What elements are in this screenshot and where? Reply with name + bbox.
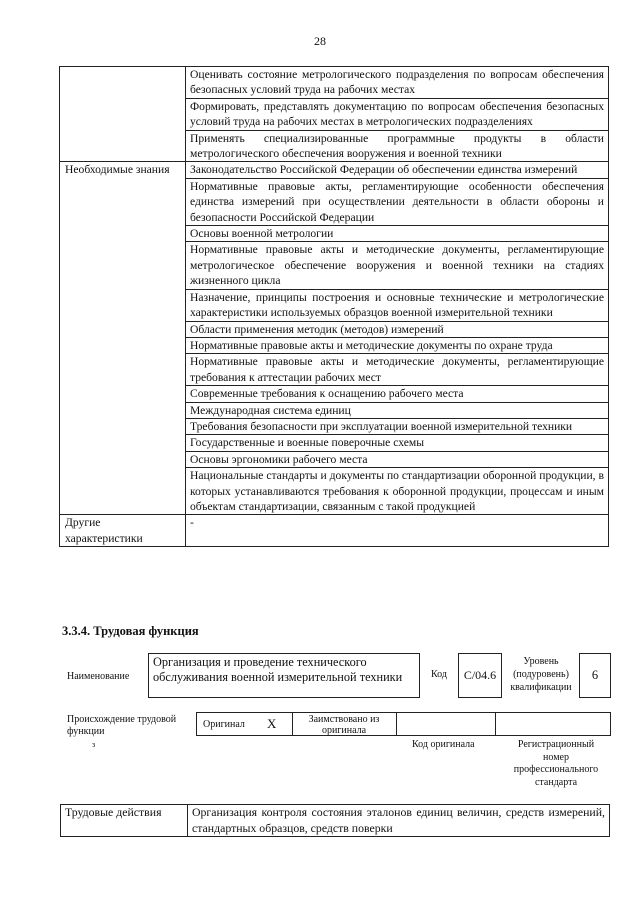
regnum-caption: Регистрационный номер профессионального стандарта — [513, 739, 599, 788]
divider — [495, 713, 496, 735]
borrowed-label: Заимствовано из оригинала — [308, 714, 380, 736]
footnote-mark: з — [92, 740, 96, 749]
skill-item: Формировать, представлять документацию по вопросам обеспечения безопасных условий труда на рабочих местах в метрологических подразделениях — [186, 98, 609, 130]
code-caption: Код оригинала — [412, 739, 475, 750]
skill-item: Применять специализированные программные продукты в области метрологического обеспечения вооружения и военной техники — [186, 130, 609, 162]
row-label — [60, 67, 186, 162]
function-name-box: Организация и проведение технического обслуживания военной измерительной техники — [148, 653, 420, 698]
row-label-other: Другие характеристики — [60, 515, 186, 547]
table-row — [61, 805, 610, 837]
knowledge-item: Национальные стандарты и документы по стандартизации оборонной продукции, в которых устанавливаются требования к оборонной продукции, процессам и иным объектам стандартизации, связанным с такой продукцией — [186, 468, 609, 515]
skills-knowledge-table — [59, 66, 609, 547]
level-value-box: 6 — [579, 653, 611, 698]
knowledge-item: Нормативные правовые акты и методические документы по охране труда — [186, 337, 609, 353]
table-row — [60, 162, 609, 178]
knowledge-item: Основы военной метрологии — [186, 226, 609, 242]
knowledge-item: Области применения методик (методов) измерений — [186, 321, 609, 337]
table-row — [60, 515, 609, 547]
level-label: Уровень (подуровень) квалификации — [510, 656, 572, 693]
name-label: Наименование — [67, 671, 130, 682]
table-row — [60, 67, 609, 99]
knowledge-item: Нормативные правовые акты и методические документы, регламентирующие метрологическое обеспечение вооружения и военной техники на стадиях жизненного цикла — [186, 242, 609, 289]
divider — [396, 713, 397, 735]
knowledge-item: Современные требования к оснащению рабочего места — [186, 386, 609, 402]
knowledge-item: Основы эргономики рабочего места — [186, 451, 609, 467]
knowledge-item: Государственные и военные поверочные схемы — [186, 435, 609, 451]
page-number: 28 — [314, 34, 326, 48]
origin-label: Происхождение трудовой функции — [67, 714, 177, 737]
row-label-knowledge: Необходимые знания — [60, 162, 186, 515]
original-mark: X — [267, 716, 277, 731]
other-item: - — [186, 515, 609, 547]
knowledge-item: Нормативные правовые акты и методические документы, регламентирующие требования к аттестации рабочих мест — [186, 354, 609, 386]
knowledge-item: Требования безопасности при эксплуатации военной измерительной техники — [186, 418, 609, 434]
knowledge-item: Нормативные правовые акты, регламентирующие особенности обеспечения единства измерений при осуществлении деятельности в области обороны и безопасности Российской Федерации — [186, 178, 609, 225]
knowledge-item: Назначение, принципы построения и основные технические и метрологические характеристики используемых образцов военной измерительной техники — [186, 289, 609, 321]
actions-table — [60, 804, 610, 837]
actions-label: Трудовые действия — [61, 805, 188, 837]
code-label: Код — [431, 669, 447, 680]
original-label: Оригинал — [203, 719, 245, 730]
knowledge-item: Законодательство Российской Федерации об обеспечении единства измерений — [186, 162, 609, 178]
skill-item: Оценивать состояние метрологического подразделения по вопросам обеспечения безопасных условий труда на рабочих местах — [186, 67, 609, 99]
actions-text: Организация контроля состояния эталонов единиц величин, средств измерений, стандартных образцов, средств поверки — [188, 805, 610, 837]
section-title: 3.3.4. Трудовая функция — [62, 624, 199, 638]
origin-row — [196, 712, 611, 736]
knowledge-item: Международная система единиц — [186, 402, 609, 418]
function-code-box: С/04.6 — [458, 653, 502, 698]
